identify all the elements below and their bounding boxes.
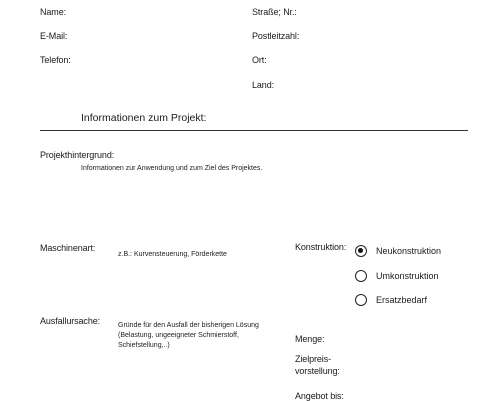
radio-redesign-label: Umkonstruktion (376, 271, 439, 281)
failure-cause-hint: Gründe für den Ausfall der bisherigen Lösung (Belastung, ungeeigneter Schmierstoff, Schiefstellung,..) (118, 322, 259, 349)
radio-redesign[interactable] (355, 268, 439, 284)
target-price-label-line2: vorstellung: (295, 366, 340, 376)
offer-until-label: Angebot bis: (295, 391, 344, 401)
project-background-label: Projekthintergrund: (40, 150, 115, 160)
radio-new-construction-label: Neukonstruktion (376, 246, 442, 256)
project-background-hint: Informationen zur Anwendung und zum Ziel des Projektes. (81, 165, 263, 172)
radio-replacement-control[interactable] (355, 294, 367, 306)
country-label: Land: (252, 80, 275, 90)
phone-label: Telefon: (40, 55, 71, 65)
machine-type-label: Maschinenart: (40, 243, 96, 253)
project-section-title: Informationen zum Projekt: (81, 112, 207, 124)
city-label: Ort: (252, 55, 267, 65)
construction-label: Konstruktion: (295, 242, 347, 252)
name-label: Name: (40, 7, 67, 17)
radio-new-construction-control[interactable] (355, 245, 367, 257)
email-label: E-Mail: (40, 31, 68, 41)
zip-label: Postleitzahl: (252, 31, 300, 41)
radio-replacement[interactable] (355, 292, 427, 308)
quantity-label: Menge: (295, 334, 325, 344)
section-divider (40, 130, 468, 131)
radio-new-construction[interactable] (355, 243, 441, 259)
target-price-label-line1: Zielpreis- (295, 354, 332, 364)
radio-replacement-label: Ersatzbedarf (376, 295, 428, 305)
machine-type-hint: z.B.: Kurvensteuerung, Förderkette (118, 251, 227, 258)
failure-cause-label: Ausfallursache: (40, 316, 101, 326)
street-label: Straße; Nr.: (252, 7, 297, 17)
radio-redesign-control[interactable] (355, 270, 367, 282)
